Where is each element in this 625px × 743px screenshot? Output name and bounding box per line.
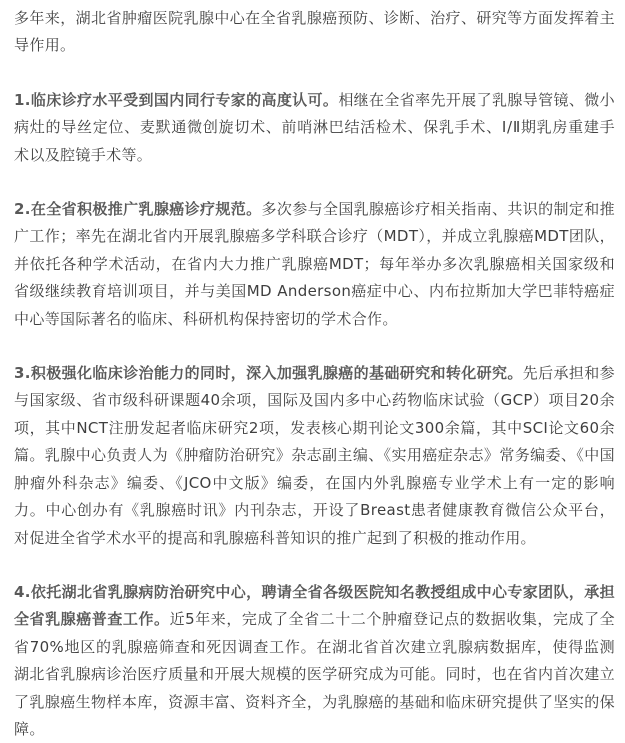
item-body-4: 近5年来，完成了全省二十二个肿瘤登记点的数据收集，完成了全省70%地区的乳腺癌筛查和死因调查工作。在湖北省首次建立乳腺病数据库，使得监测湖北省乳腺病诊治医疗质量和开展大规模的医学研究成为可能。同时，也在省内首次建立了乳腺癌生物样本库，资源丰富、资料齐全，为乳腺癌的基础和临床研究提供了坚实的保障。: [14, 610, 615, 738]
item-lead-3: 3.积极强化临床诊治能力的同时，深入加强乳腺癌的基础研究和转化研究。: [14, 364, 523, 383]
item-lead-4: 4.依托湖北省乳腺病防治研究中心，聘请全省各级医院知名教授组成中心专家团队，承担全省乳腺癌普查工作。: [14, 582, 615, 629]
item-paragraph-3: [14, 360, 615, 552]
item-body-3: 先后承担和参与国家级、省市级科研课题40余项，国际及国内多中心药物临床试验（GCP）项目20余项，其中NCT注册发起者临床研究2项，发表核心期刊论文300余篇，其中SCI论文60余篇。乳腺中心负责人为《肿瘤防治研究》杂志副主编、《实用癌症杂志》常务编委、《中国肿瘤外科杂志》编委、《JCO中文版》编委，在国内外乳腺癌专业学术上有一定的影响力。中心创办有《乳腺癌时讯》内刊杂志，开设了Breast患者健康教育微信公众平台，对促进全省学术水平的提高和乳腺癌科普知识的推广起到了积极的推动作用。: [14, 364, 615, 547]
item-lead-2: 2.在全省积极推广乳腺癌诊疗规范。: [14, 200, 262, 219]
item-lead-1: 1.临床诊疗水平受到国内同行专家的高度认可。: [14, 90, 339, 109]
item-paragraph-4: [14, 579, 615, 743]
item-body-1: 相继在全省率先开展了乳腺导管镜、微小病灶的导丝定位、麦默通微创旋切术、前哨淋巴结活检术、保乳手术、Ⅰ/Ⅱ期乳房重建手术以及腔镜手术等。: [14, 90, 615, 164]
item-body-2: 多次参与全国乳腺癌诊疗相关指南、共识的制定和推广工作；率先在湖北省内开展乳腺癌多学科联合诊疗（MDT），并成立乳腺癌MDT团队，并依托各种学术活动，在省内大力推广乳腺癌MDT；每年举办多次乳腺癌相关国家级和省级继续教育培训项目，并与美国MD Anderson癌症中心、内布拉斯加大学巴菲特癌症中心等国际著名的临床、科研机构保持密切的学术合作。: [14, 200, 615, 328]
item-paragraph-2: [14, 196, 615, 333]
item-paragraph-1: [14, 87, 615, 169]
intro-paragraph: 多年来，湖北省肿瘤医院乳腺中心在全省乳腺癌预防、诊断、治疗、研究等方面发挥着主导作用。: [14, 9, 615, 55]
